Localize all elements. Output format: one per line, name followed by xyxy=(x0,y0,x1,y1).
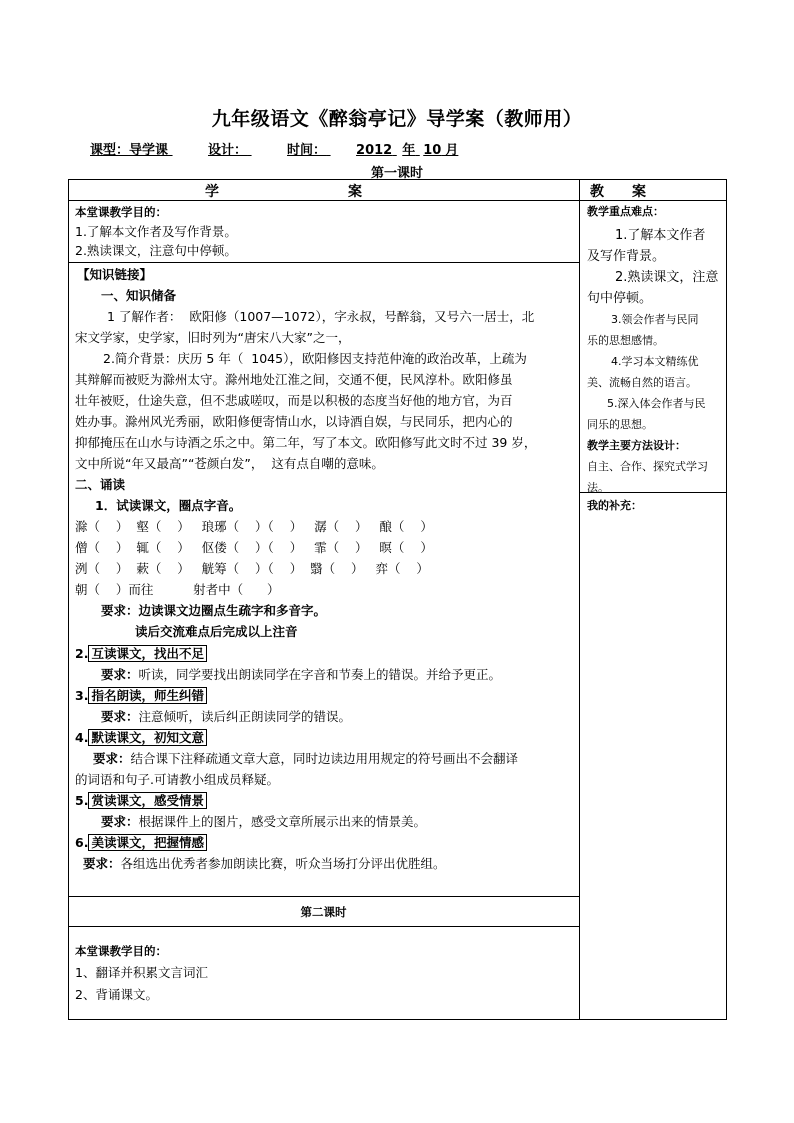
step-number: 4. xyxy=(75,730,89,745)
background-line: 文中所说“年又最高”“苍颜白发”， 这有点自嘲的意味。 xyxy=(75,456,384,471)
lesson-meta xyxy=(90,139,458,158)
pronunciation-row: 朝（ ）而往 射者中（ ） xyxy=(75,582,280,597)
supplement-label: 我的补充： xyxy=(587,499,642,512)
requirement-label: 要求： xyxy=(83,856,121,871)
requirement-line xyxy=(75,706,575,727)
requirement-text: 各组选出优秀者参加朗读比赛，听众当场打分评出优胜组。 xyxy=(120,856,446,871)
header-left-a: 学 xyxy=(205,184,219,200)
section-heading: 一、知识储备 xyxy=(101,288,177,303)
focus-item: 及写作背景。 xyxy=(587,249,666,264)
year-value: 2012 xyxy=(356,143,393,158)
focus-item: 1.了解本文作者 xyxy=(615,228,706,243)
requirement-text: 的词语和句子.可请教小组成员释疑。 xyxy=(75,772,279,787)
header-right: 教 案 xyxy=(590,184,646,200)
pronunciation-row: 僧（ ） 辄（ ） 伛偻（ ）（ ） 霏（ ） 暝（ ） xyxy=(75,540,433,555)
background-line: 2.简介背景：庆历 5 年（ 1045），欧阳修因支持范仲淹的政治改革，上疏为 xyxy=(103,351,527,366)
focus-item: 4.学习本文精练优 xyxy=(611,355,699,368)
knowledge-block xyxy=(75,264,575,874)
requirement-text: 根据课件上的图片，感受文章所展示出来的情景美。 xyxy=(138,814,427,829)
requirement-label: 要求： xyxy=(101,709,139,724)
requirement-text: 注意倾听，读后纠正朗读同学的错误。 xyxy=(138,709,352,724)
requirement-line xyxy=(75,811,575,832)
background-line: 姓办事。滁州风光秀丽，欧阳修便寄情山水，以诗酒自娱，与民同乐，把内心的 xyxy=(75,414,513,429)
objective-item: 2、背诵课文。 xyxy=(75,987,158,1002)
objective-title: 本堂课教学目的： xyxy=(75,944,167,958)
requirement-line xyxy=(75,600,575,621)
method-text: 法。 xyxy=(587,481,609,494)
focus-item: 2.熟读课文，注意 xyxy=(615,270,719,285)
step-heading xyxy=(75,685,575,706)
step-number: 2. xyxy=(75,646,89,661)
session-two-top xyxy=(68,896,579,897)
objective-item: 1.了解本文作者及写作背景。 xyxy=(75,224,237,239)
focus-item: 同乐的思想。 xyxy=(587,418,653,431)
requirement-line xyxy=(75,748,575,769)
focus-title: 教学重点难点： xyxy=(587,205,664,218)
time-label: 时间： xyxy=(287,143,327,158)
requirement-text: 听读，同学要找出朗读同学在字音和节奏上的错误。并给予更正。 xyxy=(138,667,502,682)
requirement-line xyxy=(75,853,575,874)
requirement-text: 读后交流难点后完成以上注音 xyxy=(135,624,298,639)
step-heading xyxy=(75,727,575,748)
requirement-label: 要求： xyxy=(101,603,139,618)
objectives-block xyxy=(75,203,575,260)
page-title: 九年级语文《醉翁亭记》导学案（教师用） xyxy=(211,108,583,130)
focus-item: 美、流畅自然的语言。 xyxy=(587,376,697,389)
session-two-objectives xyxy=(75,940,575,1006)
session-one-heading: 第一课时 xyxy=(370,166,423,181)
step-heading xyxy=(75,643,575,664)
designer-label: 设计： xyxy=(208,143,248,158)
objective-item: 1、翻译并积累文言词汇 xyxy=(75,965,208,980)
requirement-line xyxy=(75,664,575,685)
step-title: 默读课文，初知文意 xyxy=(88,729,207,746)
focus-item: 乐的思想感情。 xyxy=(587,334,664,347)
pronunciation-row: 滁（ ） 壑（ ） 琅琊（ ）（ ） 潺（ ） 酿（ ） xyxy=(75,519,433,534)
step-title: 互读课文，找出不足 xyxy=(88,645,207,662)
background-line: 壮年被贬，仕途失意，但不悲戚嗟叹，而是以积极的态度当好他的地方官，为百 xyxy=(75,393,513,408)
step-title: 指名朗读，师生纠错 xyxy=(88,687,207,704)
focus-item: 句中停顿。 xyxy=(587,291,653,306)
year-unit: 年 xyxy=(402,143,416,158)
course-type: 课型：导学课 xyxy=(90,143,169,158)
objective-divider xyxy=(68,262,579,263)
pronunciation-row: 洌（ ） 蔌（ ） 觥筹（ ）（ ） 翳（ ） 弈（ ） xyxy=(75,561,429,576)
section-heading: 二、诵读 xyxy=(75,477,126,492)
objective-item: 2.熟读课文，注意句中停顿。 xyxy=(75,243,237,258)
method-title: 教学主要方法设计： xyxy=(587,439,686,452)
step-title: 美读课文，把握情感 xyxy=(88,834,207,851)
step-number: 6. xyxy=(75,835,89,850)
method-text: 自主、合作、探究式学习 xyxy=(587,460,708,473)
knowledge-link-heading: 【知识链接】 xyxy=(77,267,153,282)
requirement-label: 要求： xyxy=(93,751,131,766)
month-value: 10 xyxy=(423,143,442,158)
session-two-heading: 第二课时 xyxy=(300,905,347,919)
author-line: 宋文学家，史学家，旧时列为“唐宋八大家”之一， xyxy=(75,330,351,345)
teaching-focus-block xyxy=(587,203,721,498)
requirement-text: 结合课下注释疏通文章大意，同时边读边用用规定的符号画出不会翻译 xyxy=(130,751,519,766)
month-unit: 月 xyxy=(445,143,459,158)
requirement-label: 要求： xyxy=(101,667,139,682)
step-heading: 1．试读课文，圈点字音。 xyxy=(95,498,242,513)
step-heading xyxy=(75,790,575,811)
step-number: 3. xyxy=(75,688,89,703)
focus-item: 5.深入体会作者与民 xyxy=(607,397,706,410)
header-left-b: 案 xyxy=(348,184,362,200)
step-number: 5. xyxy=(75,793,89,808)
step-heading xyxy=(75,832,575,853)
requirement-label: 要求： xyxy=(101,814,139,829)
session-two-bottom xyxy=(68,926,579,927)
step-title: 赏读课文，感受情景 xyxy=(88,792,207,809)
background-line: 抑郁掩压在山水与诗酒之乐之中。第二年，写了本文。欧阳修写此文时不过 39 岁， xyxy=(75,435,537,450)
objective-title: 本堂课教学目的： xyxy=(75,205,167,219)
author-line: 1 了解作者： 欧阳修（1007—1072），字永叔，号醉翁，又号六一居士，北 xyxy=(107,309,535,324)
background-line: 其辩解而被贬为滁州太守。滁州地处江淮之间，交通不便，民风淳朴。欧阳修虽 xyxy=(75,372,513,387)
focus-item: 3.领会作者与民同 xyxy=(611,313,699,326)
requirement-text: 边读课文边圈点生疏字和多音字。 xyxy=(138,603,327,618)
column-divider xyxy=(579,179,580,1020)
